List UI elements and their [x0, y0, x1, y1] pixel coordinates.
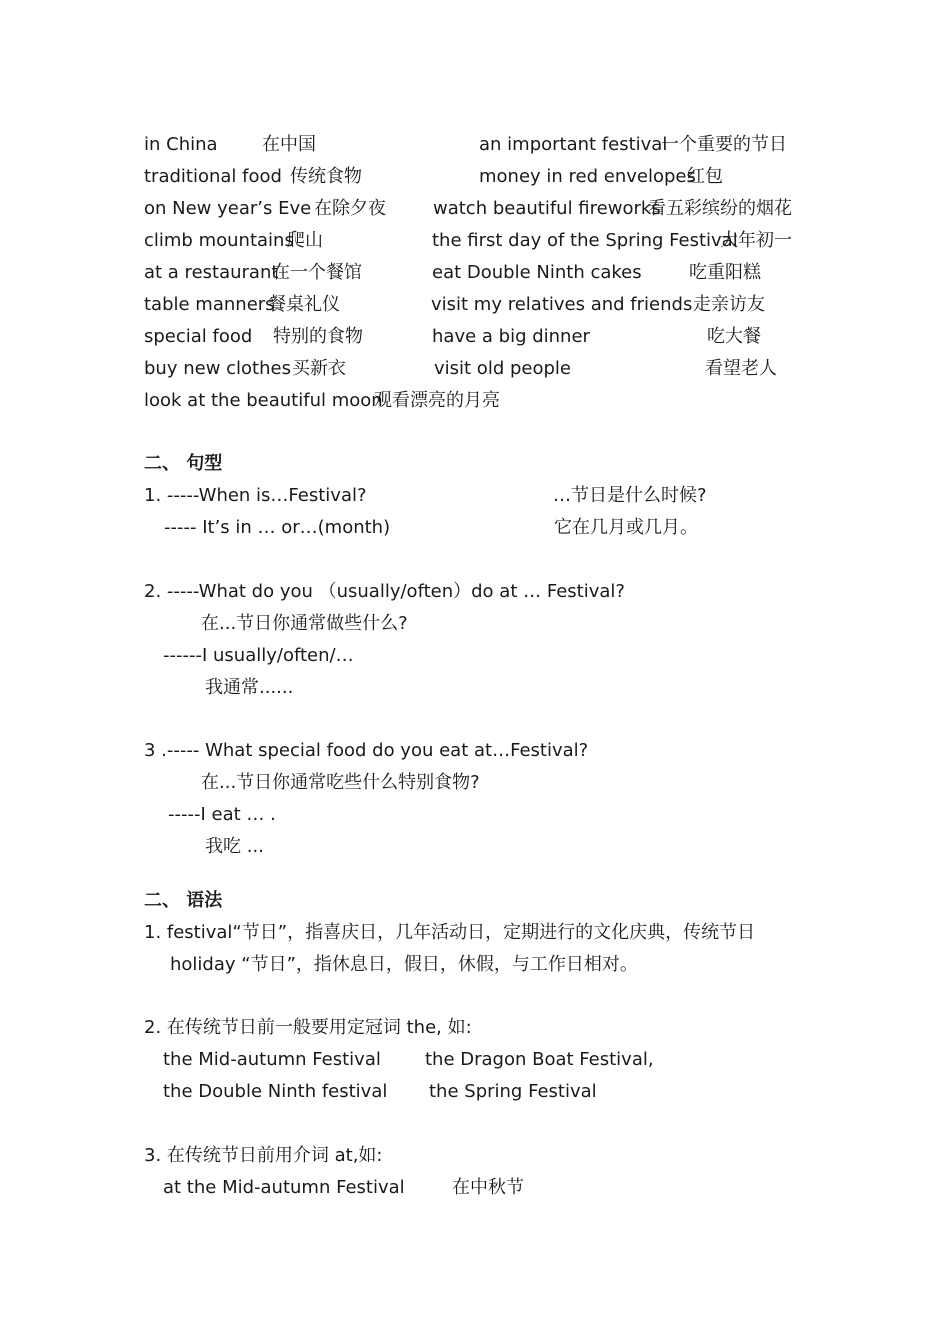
sentence-question: 3 .----- What special food do you eat at…Festival?: [144, 740, 589, 761]
grammar-example: the Mid-autumn Festival: [163, 1049, 381, 1070]
sentence-answer: ----- It’s in … or…(month): [164, 517, 391, 538]
grammar-point: 1. festival“节日”，指喜庆日，几年活动日，定期进行的文化庆典，传统节日: [144, 922, 756, 943]
section-heading: 二、 句型: [144, 453, 223, 474]
vocab-en: have a big dinner: [432, 326, 590, 347]
vocab-cn: 观看漂亮的月亮: [374, 390, 500, 411]
vocab-en: the first day of the Spring Festival: [432, 230, 738, 251]
vocab-cn: 在一个餐馆: [272, 262, 362, 283]
vocab-cn: 餐桌礼仪: [268, 294, 340, 315]
sentence-translation: …节日是什么时候?: [553, 485, 707, 506]
grammar-example: at the Mid-autumn Festival: [163, 1177, 405, 1198]
vocab-cn: 吃重阳糕: [689, 262, 761, 283]
sentence-translation: 我通常......: [205, 677, 294, 698]
vocab-en: special food: [144, 326, 253, 347]
vocab-cn: 在除夕夜: [314, 198, 386, 219]
vocab-cn: 走亲访友: [693, 294, 765, 315]
sentence-answer: ------I usually/often/…: [163, 645, 354, 666]
vocab-cn: 特别的食物: [273, 326, 363, 347]
grammar-example: 在中秋节: [452, 1177, 524, 1198]
vocab-cn: 红包: [687, 166, 723, 187]
grammar-point-title: 2. 在传统节日前一般要用定冠词 the, 如:: [144, 1017, 472, 1038]
sentence-answer: -----I eat … .: [168, 804, 276, 825]
vocab-en: table manners: [144, 294, 275, 315]
vocab-cn: 爬山: [287, 230, 323, 251]
grammar-example: the Spring Festival: [429, 1081, 597, 1102]
vocab-en: at a restaurant: [144, 262, 279, 283]
section-heading: 二、 语法: [144, 890, 223, 911]
sentence-translation: 我吃 ...: [205, 836, 264, 857]
vocab-en: money in red envelopes: [479, 166, 696, 187]
vocab-en: buy new clothes: [144, 358, 291, 379]
sentence-question: 2. -----What do you （usually/often）do at … Festival?: [144, 581, 625, 602]
grammar-point: holiday “节日”，指休息日，假日，休假，与工作日相对。: [170, 954, 638, 975]
vocab-en: climb mountains: [144, 230, 294, 251]
vocab-cn: 吃大餐: [707, 326, 761, 347]
vocab-en: visit my relatives and friends: [431, 294, 693, 315]
vocab-en: traditional food: [144, 166, 282, 187]
sentence-translation: 在...节日你通常做些什么?: [201, 613, 408, 634]
sentence-question: 1. -----When is…Festival?: [144, 485, 367, 506]
vocab-en: an important festival: [479, 134, 668, 155]
vocab-en: in China: [144, 134, 218, 155]
vocab-en: watch beautiful fireworks: [433, 198, 661, 219]
vocab-en: on New year’s Eve: [144, 198, 312, 219]
sentence-translation: 在...节日你通常吃些什么特别食物?: [201, 772, 480, 793]
vocab-cn: 看五彩缤纷的烟花: [648, 198, 792, 219]
vocab-cn: 传统食物: [290, 166, 362, 187]
vocab-cn: 买新衣: [292, 358, 346, 379]
sentence-translation: 它在几月或几月。: [554, 517, 698, 538]
grammar-example: the Double Ninth festival: [163, 1081, 388, 1102]
vocab-cn: 大年初一: [720, 230, 792, 251]
vocab-cn: 在中国: [262, 134, 316, 155]
vocab-cn: 一个重要的节日: [661, 134, 787, 155]
vocab-en: visit old people: [434, 358, 571, 379]
grammar-example: the Dragon Boat Festival,: [425, 1049, 654, 1070]
vocab-en: look at the beautiful moon: [144, 390, 383, 411]
vocab-cn: 看望老人: [705, 358, 777, 379]
vocab-en: eat Double Ninth cakes: [432, 262, 642, 283]
grammar-point-title: 3. 在传统节日前用介词 at,如:: [144, 1145, 383, 1166]
